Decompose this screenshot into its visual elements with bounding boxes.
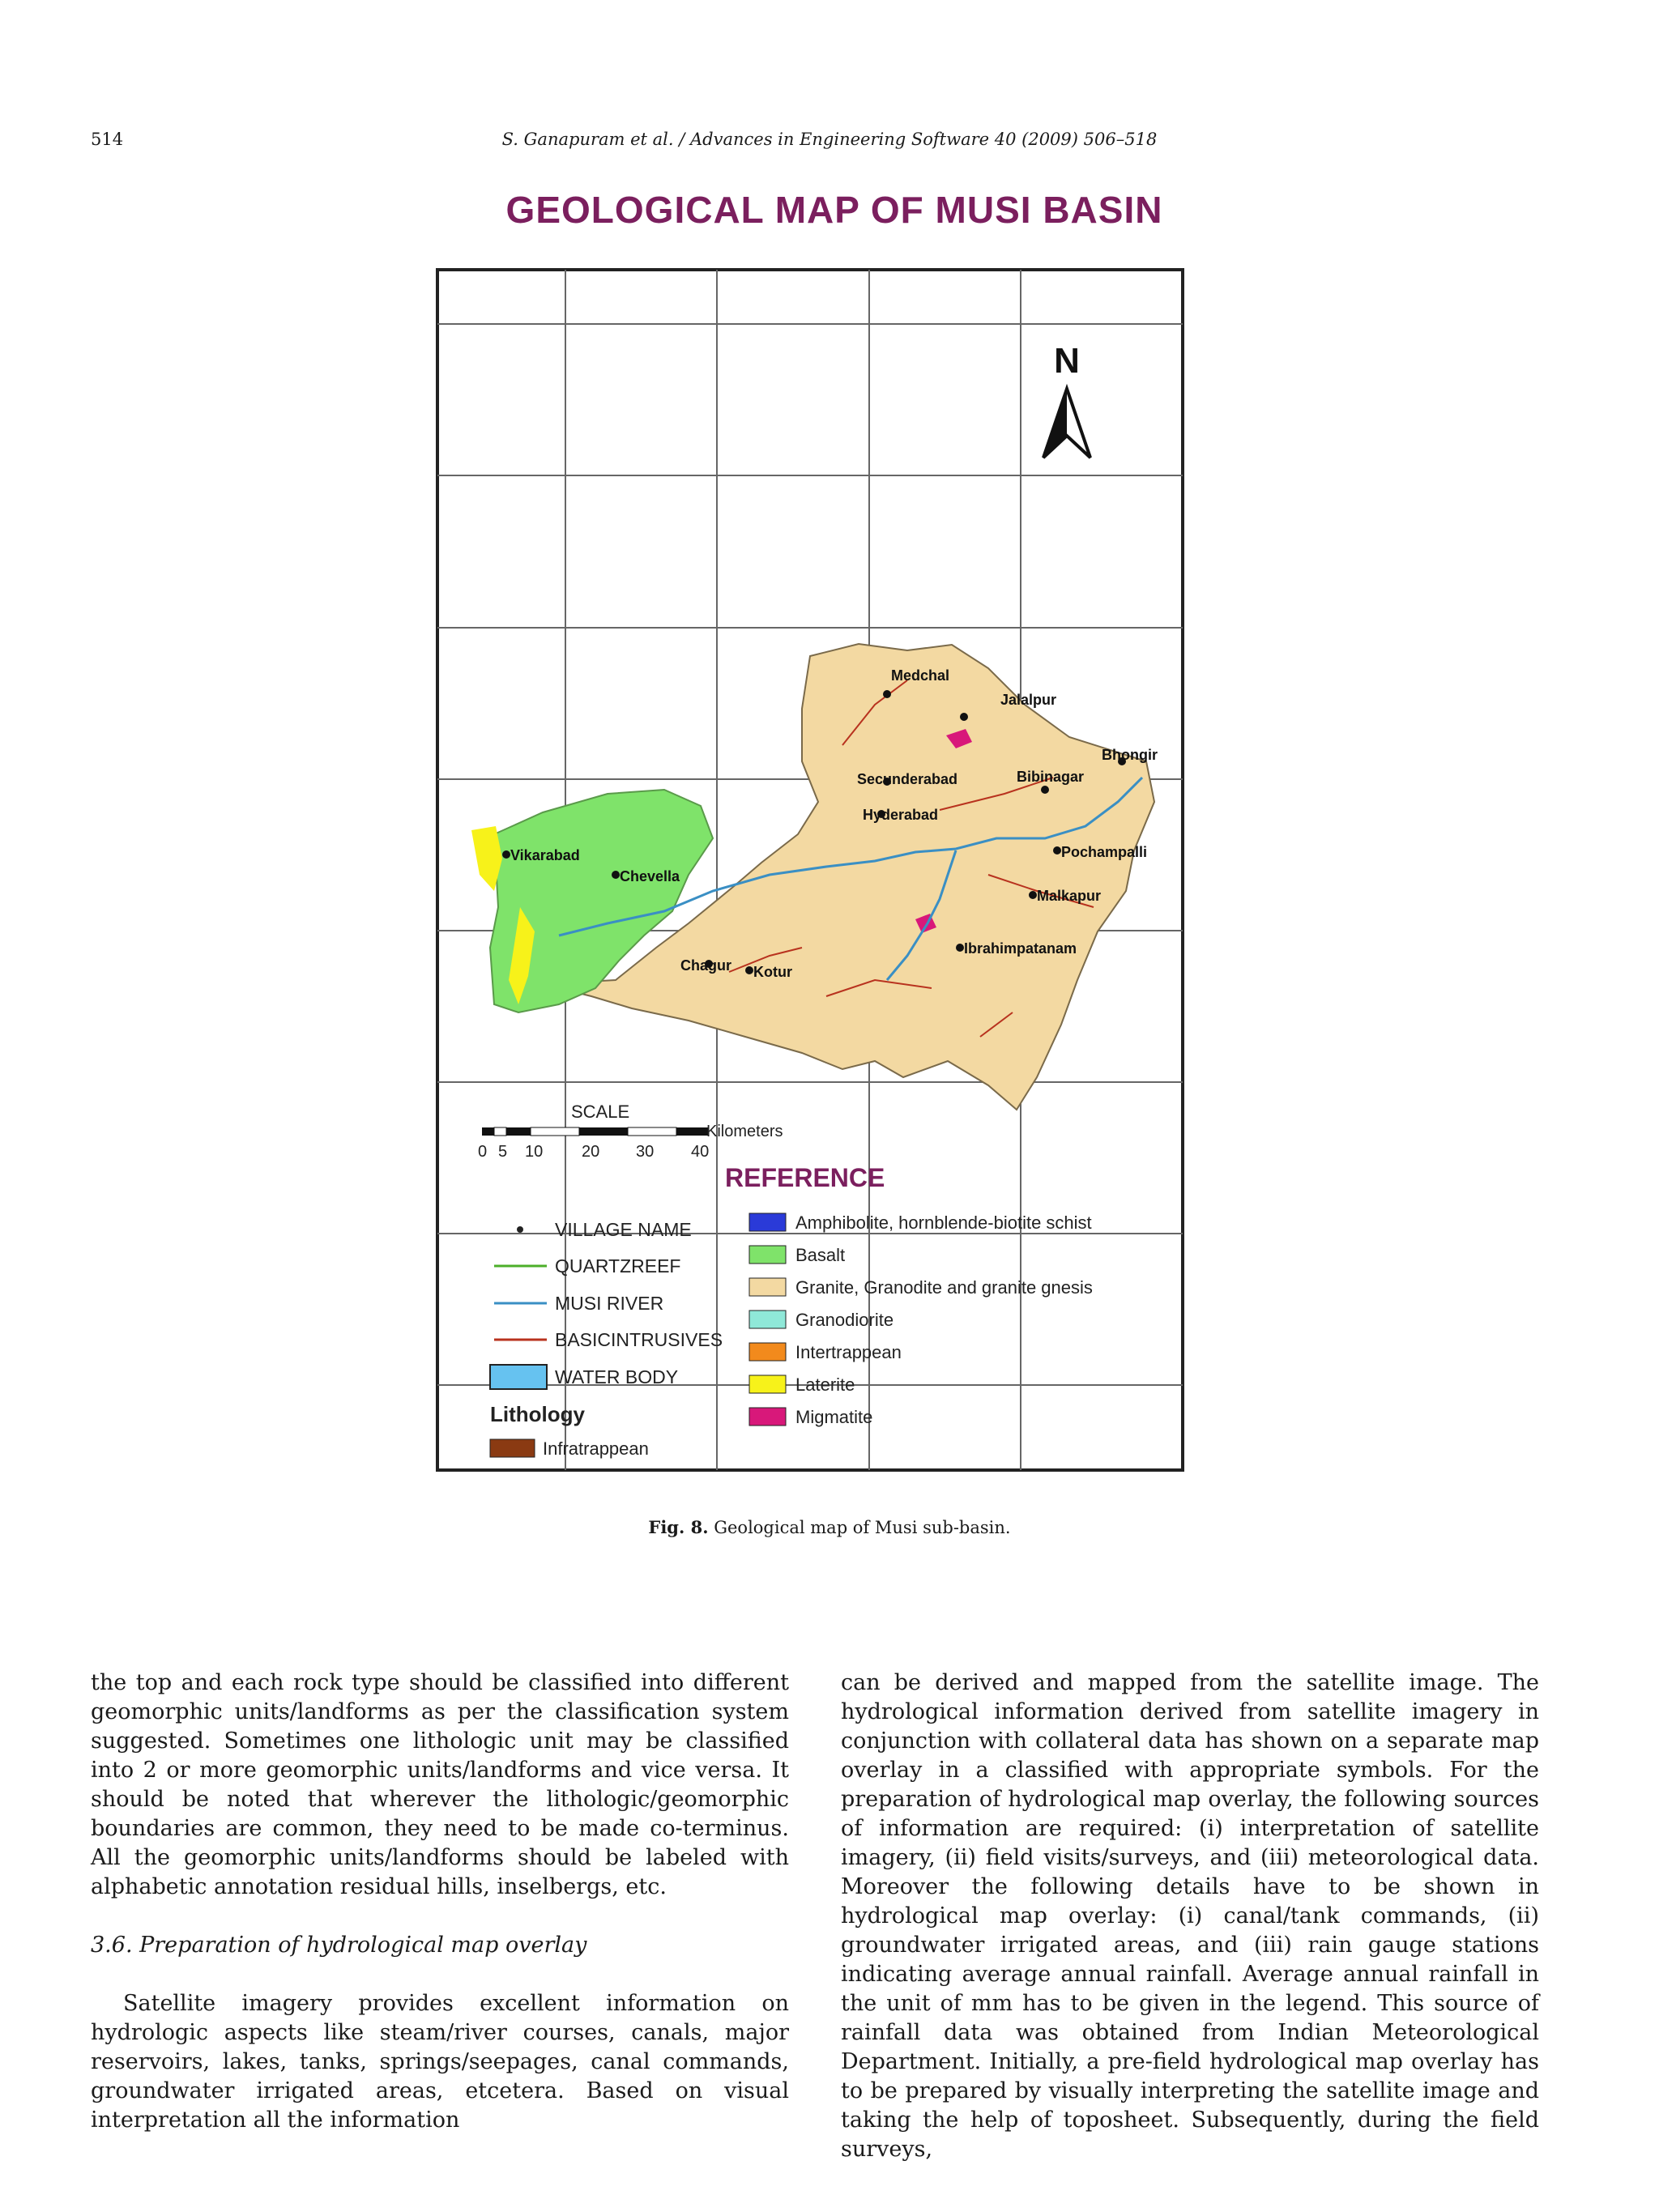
scale-tick: 5 — [498, 1143, 508, 1161]
legend-label: VILLAGE NAME — [555, 1219, 692, 1240]
legend-label: Laterite — [795, 1375, 855, 1395]
scale-tick: 40 — [691, 1143, 710, 1161]
basalt-swatch — [749, 1246, 786, 1264]
paragraph: the top and each rock type should be classified into different geomorphic units/landforms as per the classification system suggested. Sometimes one lithologic unit may be classified into 2 or more geomorphic units/landforms and vice versa. It should be noted that wherever the lithologic/geomorphic boundaries are common, they need to be made co-terminus. All the geomorphic units/landforms should be labeled with alphabetic annotation residual hills, inselbergs, etc. — [91, 1670, 789, 1899]
legend-label: WATER BODY — [555, 1366, 679, 1387]
map-svg — [421, 178, 1247, 1515]
town-label: Malkapur — [1037, 888, 1102, 904]
left-column — [91, 1669, 789, 2135]
granite-swatch — [749, 1278, 786, 1296]
village-symbol-icon — [517, 1226, 523, 1233]
legend-label: Granodiorite — [795, 1310, 894, 1330]
legend-label: BASICINTRUSIVES — [555, 1329, 723, 1350]
page-number: 514 — [91, 130, 124, 149]
town-label: Bibinagar — [1017, 769, 1085, 785]
section-heading: 3.6. Preparation of hydrological map overlay — [91, 1933, 587, 1958]
map-title: GEOLOGICAL MAP OF MUSI BASIN — [505, 189, 1163, 231]
geological-map-figure — [421, 178, 1247, 1515]
scale-title: SCALE — [571, 1102, 630, 1122]
legend-label: Intertrappean — [795, 1342, 902, 1362]
figure-caption — [0, 1517, 1659, 1537]
running-header: S. Ganapuram et al. / Advances in Engineering Software 40 (2009) 506–518 — [501, 130, 1158, 149]
scale-bar — [482, 1127, 709, 1136]
town-label: Jalalpur — [1000, 692, 1057, 708]
town-label: Hyderabad — [863, 807, 939, 823]
town-label: Medchal — [891, 667, 950, 684]
scale-tick: 30 — [636, 1143, 655, 1161]
town-label: Ibrahimpatanam — [964, 940, 1077, 957]
infratrappean-swatch — [490, 1439, 535, 1457]
scale-tick: 0 — [478, 1143, 488, 1161]
legend-label: Infratrappean — [543, 1438, 649, 1459]
paragraph: can be derived and mapped from the satellite image. The hydrological information derived from satellite imagery in conjunction with collateral data has shown on a separate map overlay in a classified with appropriate symbols. For the preparation of hydrological map overlay, the following sources of information are required: (i) interpretation of satellite imagery, (ii) field visits/surveys, and (iii) meteorological data. Moreover the following details have to be shown in hydrological map overlay: (i) canal/tank commands, (ii) groundwater irrigated areas, and (iii) rain gauge stations indicating average annual rainfall. Average annual rainfall in the unit of mm has to be given in the legend. This source of rainfall data was obtained from Indian Meteorological Department. Initially, a pre-field hydrological map overlay has to be prepared by visually interpreting the satellite image and taking the help of toposheet. Subsequently, during the field surveys, — [841, 1670, 1539, 2162]
legend-label: Granite, Granodite and granite gnesis — [795, 1277, 1093, 1298]
legend-label: MUSI RIVER — [555, 1293, 664, 1314]
legend-label: Migmatite — [795, 1407, 873, 1427]
granodiorite-swatch — [749, 1311, 786, 1328]
caption-text: Geological map of Musi sub-basin. — [714, 1518, 1011, 1537]
legend-label: QUARTZREEF — [555, 1255, 681, 1276]
town-label: Pochampalli — [1061, 844, 1148, 860]
migmatite-swatch — [749, 1408, 786, 1426]
paragraph: Satellite imagery provides excellent information on hydrologic aspects like steam/river courses, canals, major reservoirs, lakes, tanks, springs/seepages, canal commands, groundwater irrigated areas, etcetera. Based on visual interpretation all the information — [91, 1991, 789, 2133]
caption-label: Fig. 8. — [648, 1517, 709, 1537]
scale-tick: 10 — [525, 1143, 544, 1161]
town-label: Bhongir — [1102, 747, 1158, 763]
intertrappean-swatch — [749, 1343, 786, 1361]
right-column — [841, 1669, 1539, 2164]
scale-unit: Kilometers — [706, 1123, 783, 1140]
laterite-swatch — [749, 1375, 786, 1393]
town-label: Chevella — [620, 868, 680, 884]
water-body-swatch — [490, 1365, 547, 1389]
reference-title: REFERENCE — [725, 1163, 885, 1192]
town-label: Kotur — [753, 964, 792, 980]
scale-tick: 20 — [582, 1143, 600, 1161]
north-label: N — [1054, 341, 1080, 381]
town-label: Vikarabad — [510, 847, 580, 863]
legend-label: Amphibolite, hornblende-biotite schist — [795, 1213, 1092, 1233]
legend-label: Basalt — [795, 1245, 846, 1265]
lithology-title: Lithology — [490, 1402, 585, 1426]
town-label: Secunderabad — [857, 771, 958, 787]
amphibolite-swatch — [749, 1213, 786, 1231]
town-label: Chagur — [680, 957, 731, 974]
